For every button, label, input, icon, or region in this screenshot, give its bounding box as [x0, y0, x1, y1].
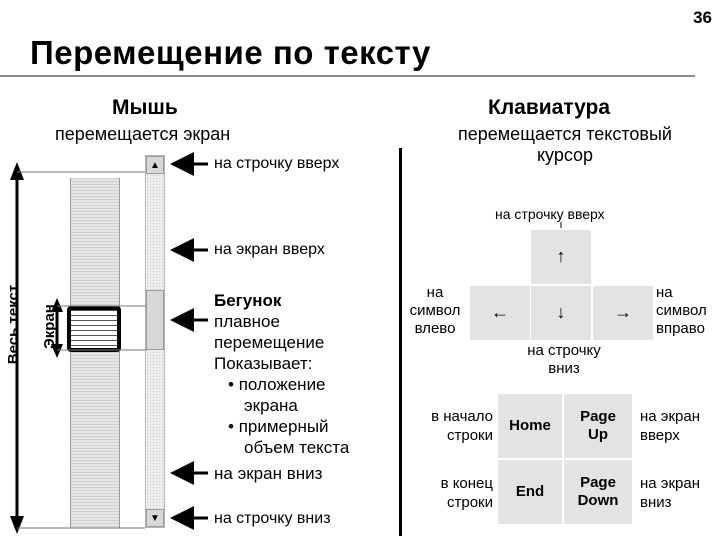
screen-label: Экран: [40, 304, 58, 349]
key-page-down[interactable]: [563, 459, 633, 525]
thumb-description: [214, 290, 349, 458]
thumb-title: Бегунок: [214, 291, 282, 310]
key-page-up-line2: Up: [587, 426, 608, 443]
kbd-line-start-line1: в начало: [431, 408, 493, 425]
bullet-dot-icon: •: [228, 417, 234, 436]
kbd-screen-up-line2: вверх: [640, 427, 680, 444]
slide-title: Перемещение по тексту: [30, 34, 431, 71]
key-end[interactable]: [497, 459, 563, 525]
kbd-screen-down-line1: на экран: [640, 475, 700, 492]
key-page-up[interactable]: [563, 393, 633, 459]
kbd-right-line2: символ: [656, 302, 707, 319]
kbd-right-label: [656, 284, 707, 338]
bullet-volume-line1: примерный: [238, 417, 329, 436]
key-up[interactable]: [530, 229, 592, 285]
kbd-line-end-label: [419, 474, 493, 512]
thumb-line-3: Показывает:: [214, 354, 313, 373]
kbd-screen-up-label: [640, 407, 700, 445]
kbd-line-down-line1: на строчку: [527, 342, 601, 359]
key-page-down-line1: Page: [580, 474, 616, 491]
kbd-line-start-label: [419, 407, 493, 445]
kbd-right-line1: на: [656, 284, 673, 301]
mouse-line-down-label: на строчку вниз: [214, 510, 331, 527]
whole-text-arrow-bottom: [10, 516, 24, 534]
kbd-screen-down-label: [640, 474, 700, 512]
kbd-left-line2: символ: [409, 302, 461, 319]
kbd-line-down-line2: вниз: [548, 360, 580, 377]
key-page-up-line1: Page: [580, 408, 616, 425]
keyboard-subheading-line1: перемещается текстовый: [458, 124, 672, 144]
arrow-up-icon: ↑: [556, 246, 566, 267]
kbd-screen-up-line1: на экран: [640, 408, 700, 425]
thumb-line-2: перемещение: [214, 333, 325, 352]
arrow-right-icon: →: [614, 302, 632, 323]
mouse-line-up-label: на строчку вверх: [214, 155, 340, 172]
kbd-left-label: [402, 284, 468, 338]
keyboard-heading: Клавиатура: [488, 96, 611, 119]
whole-text-arrow-top: [10, 162, 24, 180]
page-number: 36: [693, 8, 712, 27]
key-down[interactable]: [530, 285, 592, 341]
key-home-label: Home: [509, 417, 551, 434]
thumb-line-1: плавное: [214, 312, 280, 331]
whole-text-label: Весь текст: [5, 284, 23, 365]
key-end-label: End: [515, 483, 545, 500]
mouse-screen-up-label: на экран вверх: [214, 241, 325, 258]
mouse-heading: Мышь: [112, 96, 178, 119]
bullet-volume: [214, 416, 349, 437]
kbd-line-end-line2: строки: [447, 494, 493, 511]
kbd-line-start-line2: строки: [447, 427, 493, 444]
bullet-position-line1: положение: [238, 375, 326, 394]
arrow-left-icon: ←: [491, 302, 509, 323]
key-page-down-label: [578, 474, 619, 510]
kbd-right-line3: вправо: [656, 320, 705, 337]
key-home[interactable]: [497, 393, 563, 459]
kbd-line-down-label: [512, 342, 616, 378]
kbd-line-up-label: на строчку вверх: [495, 206, 605, 222]
key-page-up-label: [580, 408, 616, 444]
key-left[interactable]: [469, 285, 531, 341]
kbd-screen-down-line2: вниз: [640, 494, 672, 511]
arrow-down-icon: ↓: [556, 302, 566, 323]
kbd-line-end-line1: в конец: [440, 475, 493, 492]
bullet-position-line2: экрана: [244, 396, 298, 415]
key-right[interactable]: [592, 285, 654, 341]
triangle-up-icon: ▲: [150, 159, 160, 171]
mouse-subheading: перемещается экран: [55, 124, 231, 144]
keyboard-subheading-line2: курсор: [536, 145, 594, 165]
kbd-left-line3: влево: [414, 320, 456, 337]
mouse-screen-down-label: на экран вниз: [214, 464, 323, 483]
kbd-left-line1: на: [426, 284, 444, 301]
bullet-dot-icon: •: [228, 375, 234, 394]
bullet-volume-line2: объем текста: [244, 438, 350, 457]
key-page-down-line2: Down: [577, 492, 619, 509]
bullet-position: [214, 374, 349, 395]
triangle-down-icon: ▼: [150, 512, 160, 524]
